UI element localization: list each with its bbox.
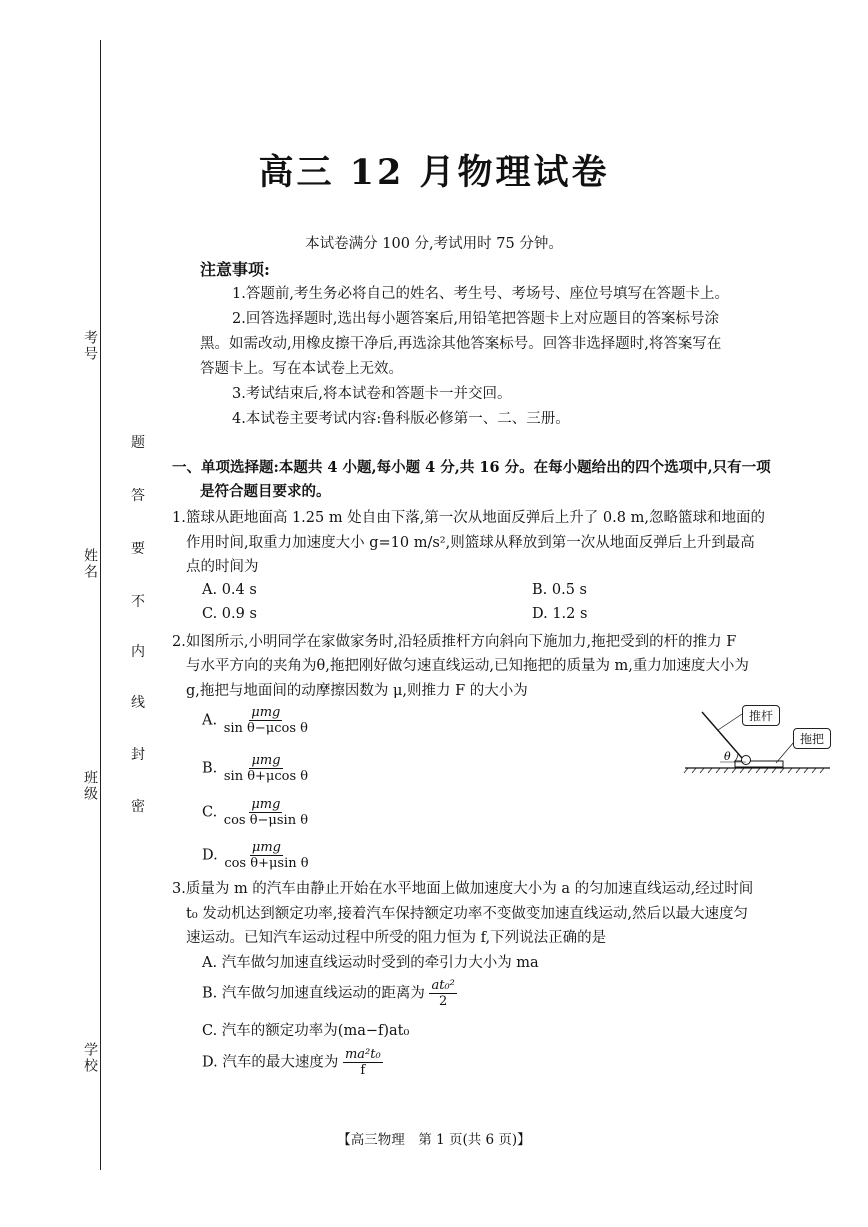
school-label: 学校: [82, 1042, 98, 1074]
q3-option-c: C. 汽车的额定功率为(ma−f)at₀: [202, 1023, 410, 1039]
exam-no-blank: [100, 175, 101, 380]
notice-line-6: 4.本试卷主要考试内容:鲁科版必修第一、二、三册。: [232, 411, 570, 427]
q2-option-c-num: μmg: [251, 797, 281, 812]
q2-option-b-den: sin θ+μcos θ: [223, 769, 309, 784]
q1-option-d: D. 1.2 s: [532, 606, 588, 622]
q3-option-b-den: 2: [439, 994, 448, 1009]
q2-option-c: [202, 797, 310, 828]
exam-intro: 本试卷满分 100 分,考试用时 75 分钟。: [305, 236, 563, 252]
q2-option-d-fraction: [222, 840, 310, 871]
q1-option-c: C. 0.9 s: [202, 606, 257, 622]
notice-line-1: 1.答题前,考生务必将自己的姓名、考生号、考场号、座位号填写在答题卡上。: [232, 286, 729, 302]
q3-line-3: 速运动。已知汽车运动过程中所受的阻力恒为 f,下列说法正确的是: [186, 930, 607, 946]
q3-option-d-den: f: [360, 1063, 366, 1078]
q2-option-d: [202, 840, 311, 871]
q3-option-d-fraction: [343, 1047, 383, 1078]
q3-option-b-num: at₀²: [431, 978, 455, 993]
q2-option-c-label: C.: [202, 804, 218, 821]
q3-option-d: [202, 1047, 383, 1078]
q1-line-3: 点的时间为: [186, 559, 259, 575]
seal-char-7: 封: [131, 747, 145, 763]
notice-line-2: 2.回答选择题时,选出每小题答案后,用铅笔把答题卡上对应题目的答案标号涂: [232, 311, 720, 327]
q1-option-a: A. 0.4 s: [202, 582, 257, 598]
notice-line-4: 答题卡上。写在本试卷上无效。: [200, 361, 403, 377]
q2-option-d-den: cos θ+μsin θ: [224, 856, 309, 871]
seal-char-3: 要: [131, 541, 145, 557]
q2-option-d-num: μmg: [251, 840, 281, 855]
notice-heading: 注意事项:: [200, 260, 270, 279]
ground-hatching: [684, 768, 824, 773]
q2-option-b-num: μmg: [251, 753, 281, 768]
rod-label: 推杆: [742, 705, 780, 726]
q2-option-b-fraction: [222, 753, 310, 784]
q3-option-b: [202, 978, 457, 1009]
q3-option-d-num: ma²t₀: [344, 1047, 381, 1062]
q2-option-a-label: A.: [202, 712, 218, 729]
q3-option-d-text: D. 汽车的最大速度为: [202, 1054, 339, 1071]
q2-option-a-num: μmg: [251, 705, 281, 720]
seal-char-8: 密: [131, 799, 145, 815]
seal-char-5: 内: [131, 644, 145, 660]
q3-option-b-text: B. 汽车做匀加速直线运动的距离为: [202, 985, 425, 1002]
q2-line-3: g,拖把与地面间的动摩擦因数为 μ,则推力 F 的大小为: [186, 683, 528, 699]
rod-label-leader: [718, 714, 742, 730]
notice-line-5: 3.考试结束后,将本试卷和答题卡一并交回。: [232, 386, 512, 402]
class-label: 班级: [82, 770, 98, 802]
q3-option-a: A. 汽车做匀加速直线运动时受到的牵引力大小为 ma: [202, 955, 539, 971]
q2-option-a: [202, 705, 310, 736]
q2-option-a-den: sin θ−μcos θ: [223, 721, 308, 736]
q2-option-b-label: B.: [202, 760, 218, 777]
section-1-line-1: 一、单项选择题:本题共 4 小题,每小题 4 分,共 16 分。在每小题给出的四个选项中,只有一项: [172, 459, 771, 476]
q1-line-1: 1.篮球从距地面高 1.25 m 处自由下落,第一次从地面反弹后上升了 0.8 m,忽略篮球和地面的: [172, 510, 765, 526]
name-label: 姓名: [82, 548, 98, 580]
mop-label: 拖把: [793, 728, 831, 749]
q3-line-2: t₀ 发动机达到额定功率,接着汽车保持额定功率不变做变加速直线运动,然后以最大速度匀: [186, 906, 748, 922]
q2-line-1: 2.如图所示,小明同学在家做家务时,沿轻质推杆方向斜向下施加力,拖把受到的杆的推力 F: [172, 634, 737, 650]
q1-option-b: B. 0.5 s: [532, 582, 587, 598]
rod-joint: [742, 756, 751, 765]
page-footer: 【高三物理 第 1 页(共 6 页)】: [337, 1132, 531, 1148]
push-rod: [702, 712, 742, 758]
q3-line-1: 3.质量为 m 的汽车由静止开始在水平地面上做加速度大小为 a 的匀加速直线运动,经过时间: [172, 881, 754, 897]
q2-option-c-fraction: [222, 797, 310, 828]
seal-char-4: 不: [131, 594, 145, 610]
page-title: 高三 12 月物理试卷: [258, 152, 610, 193]
q3-option-b-fraction: [429, 978, 456, 1009]
q2-option-b: [202, 753, 310, 784]
q2-option-c-den: cos θ−μsin θ: [223, 813, 309, 828]
exam-no-label: 考号: [82, 330, 98, 362]
q1-line-2: 作用时间,取重力加速度大小 g=10 m/s²,则篮球从释放到第一次从地面反弹后上升到最高: [186, 535, 755, 551]
q2-option-d-label: D.: [202, 847, 218, 864]
seal-char-1: 题: [131, 435, 145, 451]
q2-option-a-fraction: [222, 705, 310, 736]
seal-char-2: 答: [131, 488, 145, 504]
section-1-line-2: 是符合题目要求的。: [200, 483, 331, 500]
q2-line-2: 与水平方向的夹角为θ,拖把刚好做匀速直线运动,已知拖把的质量为 m,重力加速度大小为: [186, 658, 749, 674]
seal-char-6: 线: [131, 695, 145, 711]
mop-label-leader: [776, 742, 794, 763]
angle-label: θ: [724, 750, 731, 763]
notice-line-3: 黑。如需改动,用橡皮擦干净后,再选涂其他答案标号。回答非选择题时,将答案写在: [200, 336, 722, 352]
